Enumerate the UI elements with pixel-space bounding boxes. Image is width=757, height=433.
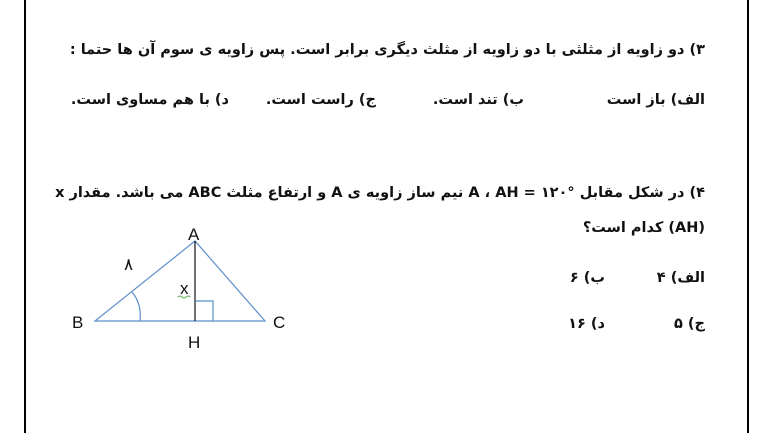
question-4-text-line2: (AH) کدام است؟	[582, 220, 705, 236]
question-3-option-b: ب) تند است.	[432, 92, 524, 108]
label-x: x	[180, 279, 189, 298]
left-border	[24, 0, 26, 433]
label-c: C	[273, 313, 286, 332]
label-side-ab: ۸	[124, 255, 134, 274]
question-4-text: ۴) در شکل مقابل °۱۲۰ = A ، AH نیم ساز زاویه ی A و ارتفاع مثلث ABC می باشد. مقدار x	[55, 185, 705, 201]
question-3-option-a: الف) باز است	[606, 92, 705, 108]
label-a: A	[188, 225, 200, 244]
triangle-figure	[60, 218, 310, 358]
question-3-option-c: ج) راست است.	[265, 92, 376, 108]
question-4-option-c: ج) ۵	[674, 316, 705, 332]
question-3-option-d: د) با هم مساوی است.	[70, 92, 229, 108]
question-4-option-a: الف) ۴	[656, 270, 705, 286]
label-b: B	[72, 313, 84, 332]
right-angle-marker	[195, 301, 213, 321]
angle-b-arc	[132, 292, 140, 321]
question-4-option-b: ب) ۶	[569, 270, 605, 286]
question-3-text: ۳) دو زاویه از مثلثی با دو زاویه از مثلث دیگری برابر است. پس زاویه ی سوم آن ها حتما :	[69, 42, 705, 58]
label-h: H	[188, 333, 201, 352]
right-border	[747, 0, 749, 433]
question-4-option-d: د) ۱۶	[568, 316, 605, 332]
